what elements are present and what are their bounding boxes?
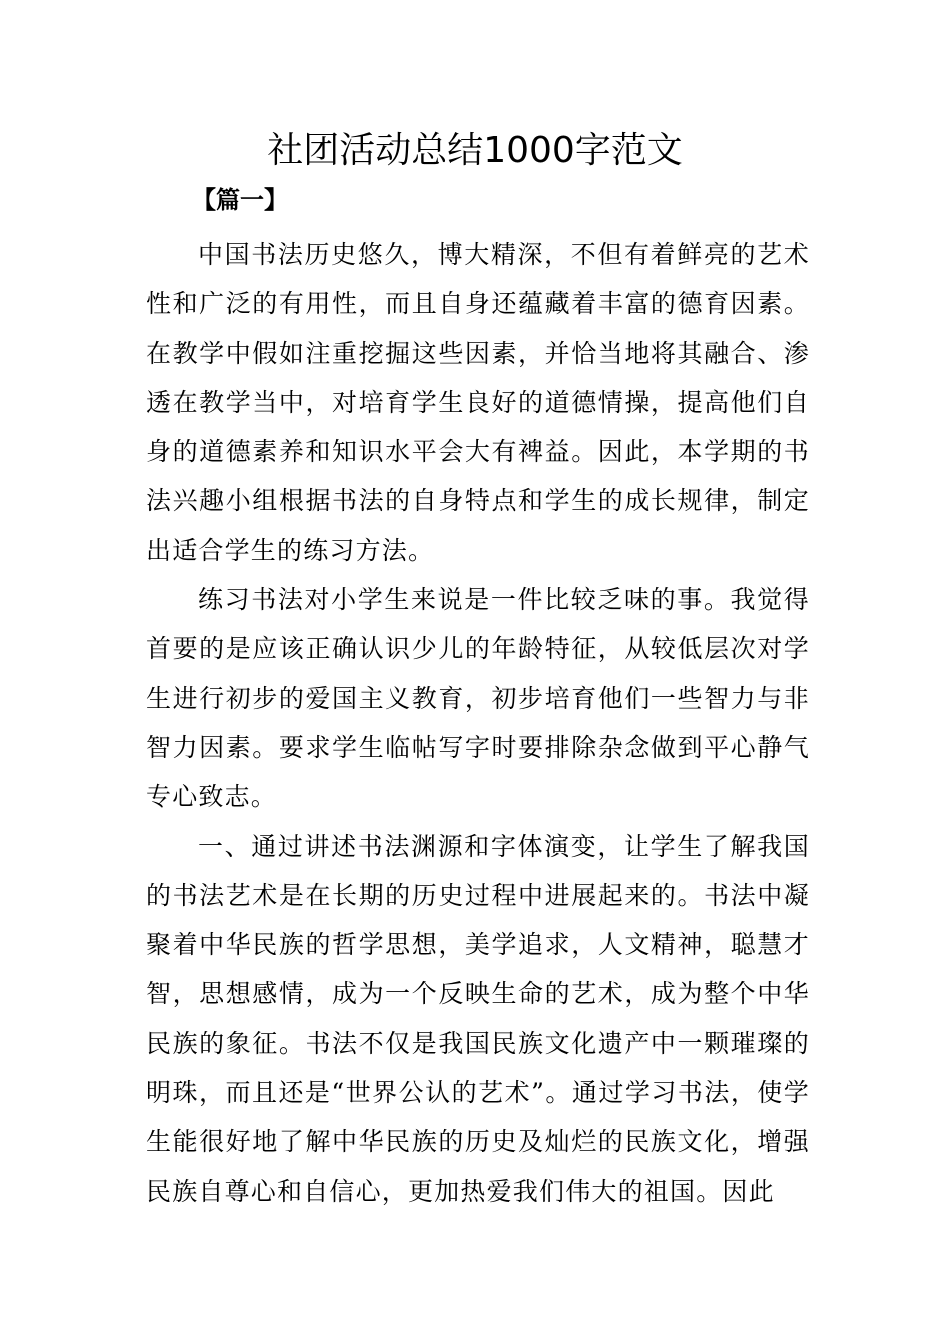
section-label: 【篇一】 [192, 185, 288, 214]
document-title: 社团活动总结1000字范文 [267, 130, 683, 171]
paragraph-2: 练习书法对小学生来说是一件比较乏味的事。我觉得首要的是应该正确认识少儿的年龄特征，从较低层次对学生进行初步的爱国主义教育，初步培育他们一些智力与非智力因素。要求学生临帖写字时要排除杂念做到平心静气专心致志。 [146, 585, 810, 812]
paragraph-1: 中国书法历史悠久，博大精深，不但有着鲜亮的艺术性和广泛的有用性，而且自身还蕴藏着丰富的德育因素。在教学中假如注重挖掘这些因素，并恰当地将其融合、渗透在教学当中，对培育学生良好的道德情操，提高他们自身的道德素养和知识水平会大有裨益。因此，本学期的书法兴趣小组根据书法的自身特点和学生的成长规律，制定出适合学生的练习方法。 [146, 240, 810, 565]
paragraph-3: 一、通过讲述书法渊源和字体演变，让学生了解我国的书法艺术是在长期的历史过程中进展起来的。书法中凝聚着中华民族的哲学思想，美学追求，人文精神，聪慧才智，思想感情，成为一个反映生命的艺术，成为整个中华民族的象征。书法不仅是我国民族文化遗产中一颗璀璨的明珠，而且还是“世界公认的艺术”。通过学习书法，使学生能很好地了解中华民族的历史及灿烂的民族文化，增强民族自尊心和自信心，更加热爱我们伟大的祖国。因此 [146, 831, 810, 1206]
document-body [146, 230, 810, 1216]
